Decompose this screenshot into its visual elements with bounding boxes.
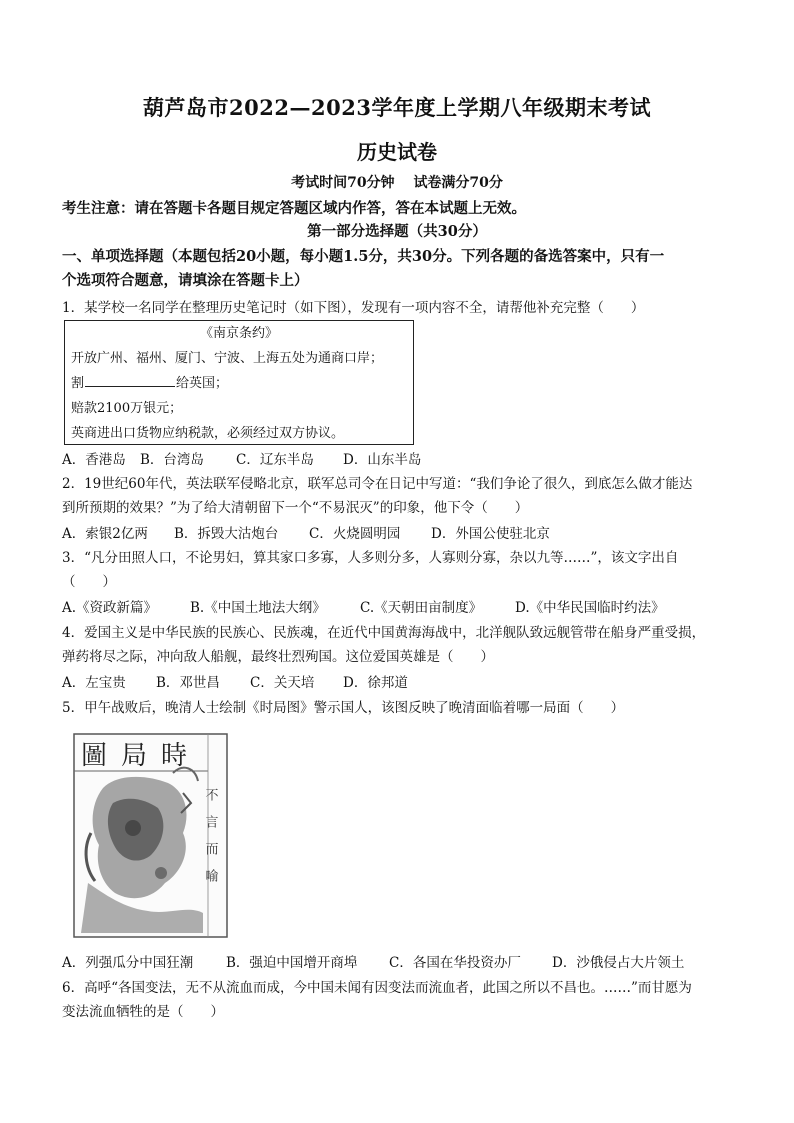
section-line-2: 个选项符合题意，请填涂在答题卡上） [62,272,309,289]
question-4-line-2: 弹药将尽之际，冲向敌人船舰，最终壮烈殉国。这位爱国英雄是（ ） [62,649,494,665]
option-d: D．山东半岛 [343,452,422,468]
cartoon-side-text: 不言而喻 [202,788,218,896]
option-b: B.《中国土地法大纲》 [190,600,326,616]
option-b: B．台湾岛 [140,452,204,468]
option-c: C．辽东半岛 [236,452,314,468]
option-d: D．外国公使驻北京 [431,526,550,542]
option-d: D.《中华民国临时约法》 [515,600,665,616]
option-a: A．索银2亿两 [62,526,148,542]
note-line-2-prefix: 割 [71,376,85,391]
option-c: C.《天朝田亩制度》 [360,600,483,616]
question-2-stem [62,472,742,520]
shijutu-cartoon-image [73,733,228,938]
question-4-stem [62,621,742,669]
option-c: C．火烧圆明园 [309,526,401,542]
question-3-line-1: 3．“凡分田照人口，不论男妇，算其家口多寡，人多则分多，人寡则分寡，杂以九等……”，该文字出自 [62,550,679,566]
question-6-stem [62,976,742,1024]
question-5-stem: 5．甲午战败后，晚清人士绘制《时局图》警示国人，该图反映了晚清面临着哪一局面（ ） [62,700,625,716]
history-note-box [64,320,414,445]
question-3-stem [62,546,742,594]
full-score: 试卷满分70分 [413,175,503,191]
option-c: C．各国在华投资办厂 [389,955,521,971]
option-a: A．左宝贵 [62,675,126,691]
option-a: A．香港岛 [62,452,126,468]
option-c: C．关天培 [250,675,315,691]
part-title: 第一部分选择题（共30分） [307,223,487,240]
note-line-4: 英商进出口货物应纳税款，必须经过双方协议。 [71,426,345,441]
option-a: A．列强瓜分中国狂潮 [62,955,194,971]
question-6-line-1: 6．高呼“各国变法，无不从流血而成，今中国未闻有因变法而流血者，此国之所以不昌也。……”而甘愿为 [62,980,692,996]
section-instructions [62,245,742,293]
option-d: D．沙俄侵占大片领土 [552,955,685,971]
candidate-notice: 考生注意：请在答题卡各题目规定答题区域内作答，答在本试题上无效。 [62,200,526,217]
question-1-options [62,449,742,471]
note-line-3: 赔款2100万银元； [71,401,183,416]
section-line-1: 一、单项选择题（本题包括20小题，每小题1.5分，共30分。下列各题的备选答案中，只有一 [62,248,665,265]
question-2-line-2: 到所预期的效果？”为了给大清朝留下一个“不易泯灭”的印象，他下令（ ） [62,500,529,516]
option-d: D．徐邦道 [343,675,408,691]
note-line-2 [71,371,407,396]
question-2-options [62,523,742,545]
note-line-2-suffix: 给英国； [176,376,229,391]
option-b: B．邓世昌 [156,675,220,691]
exam-subject: 历史试卷 [357,140,437,164]
question-3-options [62,597,742,619]
question-5-options [62,952,742,974]
note-title: 《南京条约》 [199,326,278,341]
option-a: A.《资政新篇》 [62,600,158,616]
question-2-line-1: 2．19世纪60年代，英法联军侵略北京，联军总司令在日记中写道：“我们争论了很久，到底怎么做才能达 [62,476,693,492]
exam-info [0,172,794,192]
question-6-line-2: 变法流血牺牲的是（ ） [62,1004,224,1020]
option-b: B．强迫中国增开商埠 [226,955,358,971]
note-line-1: 开放广州、福州、厦门、宁波、上海五处为通商口岸； [71,351,384,366]
question-3-line-2: （ ） [62,574,116,590]
exam-title: 葫芦岛市2022—2023学年度上学期八年级期末考试 [143,95,651,120]
question-4-options [62,672,742,694]
exam-time: 考试时间70分钟 [291,175,395,191]
question-4-line-1: 4．爱国主义是中华民族的民族心、民族魂，在近代中国黄海海战中，北洋舰队致远舰管带在船身严重受损， [62,625,706,641]
option-b: B．拆毁大沽炮台 [174,526,279,542]
cartoon-heading: 圖局時 [81,741,202,771]
answer-blank [85,372,175,387]
question-1-stem: 1．某学校一名同学在整理历史笔记时（如下图），发现有一项内容不全，请帮他补充完整（ ） [62,300,645,316]
